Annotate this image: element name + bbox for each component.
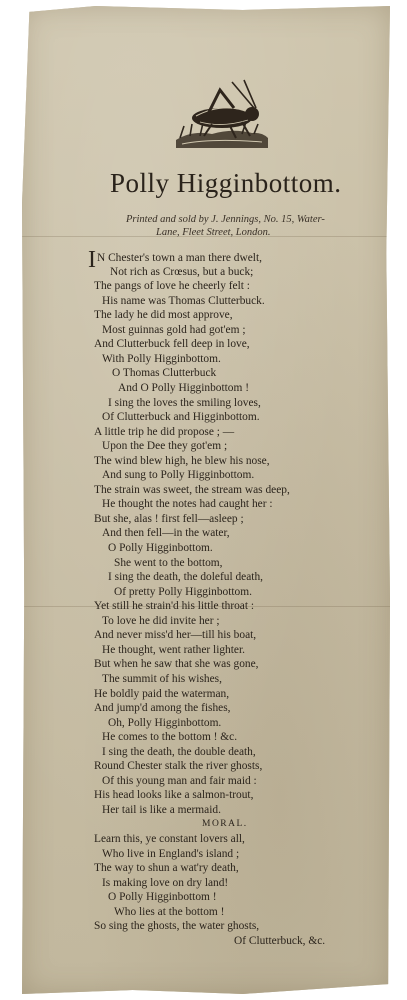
drop-cap-letter: I: [88, 247, 96, 273]
verse-text: So sing the ghosts, the water ghosts,: [94, 920, 260, 933]
verse-text: Most guinnas gold had got'em ;: [102, 323, 246, 336]
verse-text: N Chester's town a man there dwelt,: [97, 252, 262, 264]
verse-text: I sing the death, the double death,: [102, 745, 256, 758]
verse-text: Is making love on dry land!: [102, 876, 229, 889]
verse-text: Of this young man and fair maid :: [102, 774, 257, 787]
verse-line: [94, 628, 256, 642]
verse-text: With Polly Higginbottom.: [102, 352, 221, 365]
verse-text: The wind blew high, he blew his nose,: [94, 454, 270, 467]
verse-text: He boldly paid the waterman,: [94, 687, 230, 700]
verse-text: To love he did invite her ;: [102, 614, 220, 627]
verse-text: The pangs of love he cheerly felt :: [94, 280, 250, 293]
verse-line: [94, 308, 233, 322]
verse-line: [102, 643, 245, 657]
verse-text: O Polly Higginbottom.: [108, 542, 213, 554]
verse-line: [108, 570, 263, 584]
verse-text: But when he saw that she was gone,: [94, 658, 259, 671]
verse-line: [102, 497, 273, 511]
verse-line: [94, 832, 245, 846]
verse-line: [102, 614, 220, 628]
verse-line: [94, 759, 262, 773]
verse-text: Of pretty Polly Higginbottom.: [114, 585, 252, 598]
verse-text: The lady he did most approve,: [94, 309, 233, 322]
verse-text: She went to the bottom,: [114, 556, 223, 569]
verse-text: The summit of his wishes,: [102, 672, 222, 685]
verse-line: [94, 919, 259, 933]
verse-line: [94, 701, 231, 715]
verse-line: [94, 788, 253, 802]
verse-text: Round Chester stalk the river ghosts,: [94, 760, 263, 773]
ballad-title: Polly Higginbottom.: [110, 168, 342, 198]
verse-text: Upon the Dee they got'em ;: [102, 440, 228, 453]
verse-text: MORAL.: [202, 819, 248, 830]
verse-text: His head looks like a salmon-trout,: [94, 789, 254, 802]
verse-line: [108, 396, 261, 410]
verse-text: He comes to the bottom ! &c.: [102, 731, 238, 744]
verse-text: He thought, went rather lighter.: [102, 643, 245, 656]
imprint-line: Lane, Fleet Street, London.: [156, 227, 271, 238]
verse-line: [102, 672, 222, 686]
verse-line: [108, 890, 217, 904]
verse-line: [102, 410, 260, 424]
verse-line: [102, 847, 239, 861]
verse-line: [110, 265, 253, 279]
verse-line: [94, 483, 290, 497]
verse-text: The way to shun a wat'ry death,: [94, 862, 239, 875]
verse-line: [94, 657, 259, 671]
verse-text: And then fell—in the water,: [102, 527, 230, 540]
verse-line: [108, 541, 213, 555]
verse-line: [112, 366, 216, 380]
verse-text: Not rich as Crœsus, but a buck;: [110, 265, 254, 278]
verse-line: [114, 585, 252, 599]
verse-line: [102, 352, 221, 366]
verse-text: I sing the death, the doleful death,: [108, 571, 263, 584]
verse-text: Who live in England's island ;: [102, 847, 240, 860]
verse-text: O Thomas Clutterbuck: [112, 367, 217, 380]
verse-line: [102, 294, 265, 308]
verse-text: Of Clutterbuck and Higginbottom.: [102, 411, 260, 424]
verse-line: [118, 381, 249, 395]
verse-text: And never miss'd her—till his boat,: [94, 629, 257, 642]
verse-line: [94, 279, 250, 293]
verse-text: And sung to Polly Higginbottom.: [102, 469, 255, 482]
verse-text: Her tail is like a mermaid.: [102, 803, 221, 816]
verse-line: [102, 774, 257, 788]
verse-line: [102, 323, 245, 337]
verse-line: [102, 803, 221, 817]
verse-line: [102, 730, 237, 744]
verse-text: Yet still he strain'd his little throat :: [94, 600, 255, 613]
verse-line: [94, 861, 239, 875]
verse-line: [102, 526, 230, 540]
verse-line: [114, 556, 223, 570]
verse-line: [102, 468, 254, 482]
verse-text: Of Clutterbuck, &c.: [234, 934, 326, 947]
imprint-line: Printed and sold by J. Jennings, No. 15, Water-: [126, 214, 325, 225]
verse-line: [114, 905, 224, 919]
verse-line: [94, 512, 244, 526]
verse-text: He thought the notes had caught her :: [102, 498, 273, 511]
verse-text: Who lies at the bottom !: [114, 905, 225, 918]
verse-line: [94, 454, 270, 468]
verse-line: [102, 876, 228, 890]
verse-text: The strain was sweet, the stream was deep,: [94, 483, 290, 496]
verse-text: And jump'd among the fishes,: [94, 702, 231, 715]
verse-text: But she, alas ! first fell—asleep ;: [94, 512, 244, 525]
verse-line: [94, 425, 234, 439]
verse-line: [234, 934, 325, 948]
verse-line: [94, 337, 250, 351]
verse-line: [94, 599, 254, 613]
verse-text: I sing the loves the smiling loves,: [108, 396, 261, 409]
verse-line: [94, 687, 229, 701]
verse-line: [108, 716, 221, 730]
verse-text: His name was Thomas Clutterbuck.: [102, 294, 265, 307]
grasshopper-woodcut-icon: [172, 78, 270, 150]
verse-text: And Clutterbuck fell deep in love,: [94, 338, 250, 351]
moral-heading: [202, 817, 248, 831]
verse-text: Oh, Polly Higginbottom.: [108, 716, 222, 729]
verse-text: And O Polly Higginbottom !: [118, 381, 249, 394]
verse-text: A little trip he did propose ; —: [94, 425, 235, 438]
verse-line: [102, 745, 256, 759]
verse-text: Learn this, ye constant lovers all,: [94, 833, 245, 845]
verse-line: [102, 439, 227, 453]
verse-text: O Polly Higginbottom !: [108, 891, 217, 904]
